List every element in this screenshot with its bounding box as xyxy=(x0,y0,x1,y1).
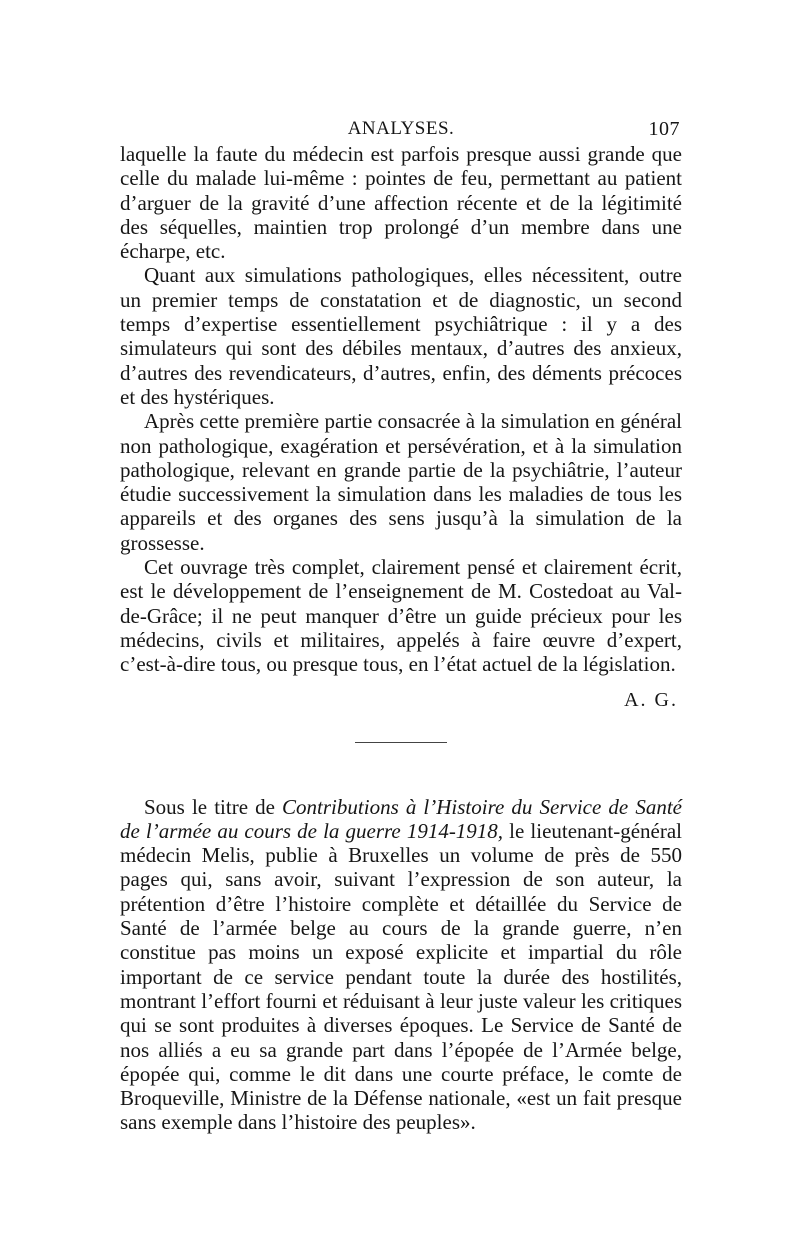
lead-text: Sous le titre de xyxy=(144,794,283,819)
reviewer-signature: A. G. xyxy=(624,688,678,711)
book-title: Contributions à l’Histoire du Service de Santé de l’armée au cours de la guerre xyxy=(120,794,682,843)
review-costedoat xyxy=(120,142,682,712)
review-melis xyxy=(120,795,682,1135)
section-title: ANALYSES. xyxy=(347,118,455,139)
paragraph: Après cette première partie consacrée à la simulation en général non pathologique, exagération et persévération, et à la simulation pathologique, relevant en grande partie de la psychiâtrie, l’auteur étudie successivement la simulation dans les maladies de tous les appareils et des organes des sens jusqu’à la simulation de la grossesse. xyxy=(120,409,682,555)
paragraph: Cet ouvrage très complet, clairement pensé et clairement écrit, est le développement de l’enseignement de M. Costedoat au Val-de-Grâce; il ne peut manquer d’être un guide précieux pour les médecins, civils et militaires, appelés à faire œuvre d’expert, c’est-à-dire tous, ou presque tous, en l’état actuel de la législation. xyxy=(120,555,682,677)
book-page xyxy=(120,112,682,1135)
body-text: le lieutenant-général médecin Melis, publie à Bruxelles un volume de près de 550 pages qui, sans avoir, suivant l’expression de son auteur, la prétention d’être l’histoire complète et détaillée du Service de Santé de l’armée belge au cours de la grande guerre, n’en constitue pas moins un exposé explicite et impartial du rôle important de ce service pendant toute la durée des hostilités, montrant l’effort fourni et réduisant à leur juste valeur les critiques qui se sont produites à diverses époques. Le Service de Santé de nos alliés a eu sa grande part dans l’épopée de l’Armée belge, épopée qui, comme le dit dans une courte préface, le comte de Broqueville, Ministre de la Défense nationale, «est un fait presque sans exemple dans l’histoire des peuples». xyxy=(120,818,682,1135)
paragraph: Quant aux simulations pathologiques, elles nécessitent, outre un premier temps de constatation et de diagnostic, un second temps d’expertise essentiellement psychiâtrique : il y a des simulateurs qui sont des débiles mentaux, d’autres des anxieux, d’autres des revendicateurs, d’autres, enfin, des déments précoces et des hystériques. xyxy=(120,263,682,409)
book-years: 1914-1918, xyxy=(400,818,504,843)
paragraph: laquelle la faute du médecin est parfois presque aussi grande que celle du malade lui-même : pointes de feu, permettant au patient d’arguer de la gravité d’une affection récente et de la légitimité des séquelles, maintien trop prolongé d’un membre dans une écharpe, etc. xyxy=(120,142,682,264)
page-number: 107 xyxy=(648,118,680,140)
section-divider xyxy=(355,742,447,743)
paragraph xyxy=(120,795,682,1135)
running-head xyxy=(120,112,682,142)
